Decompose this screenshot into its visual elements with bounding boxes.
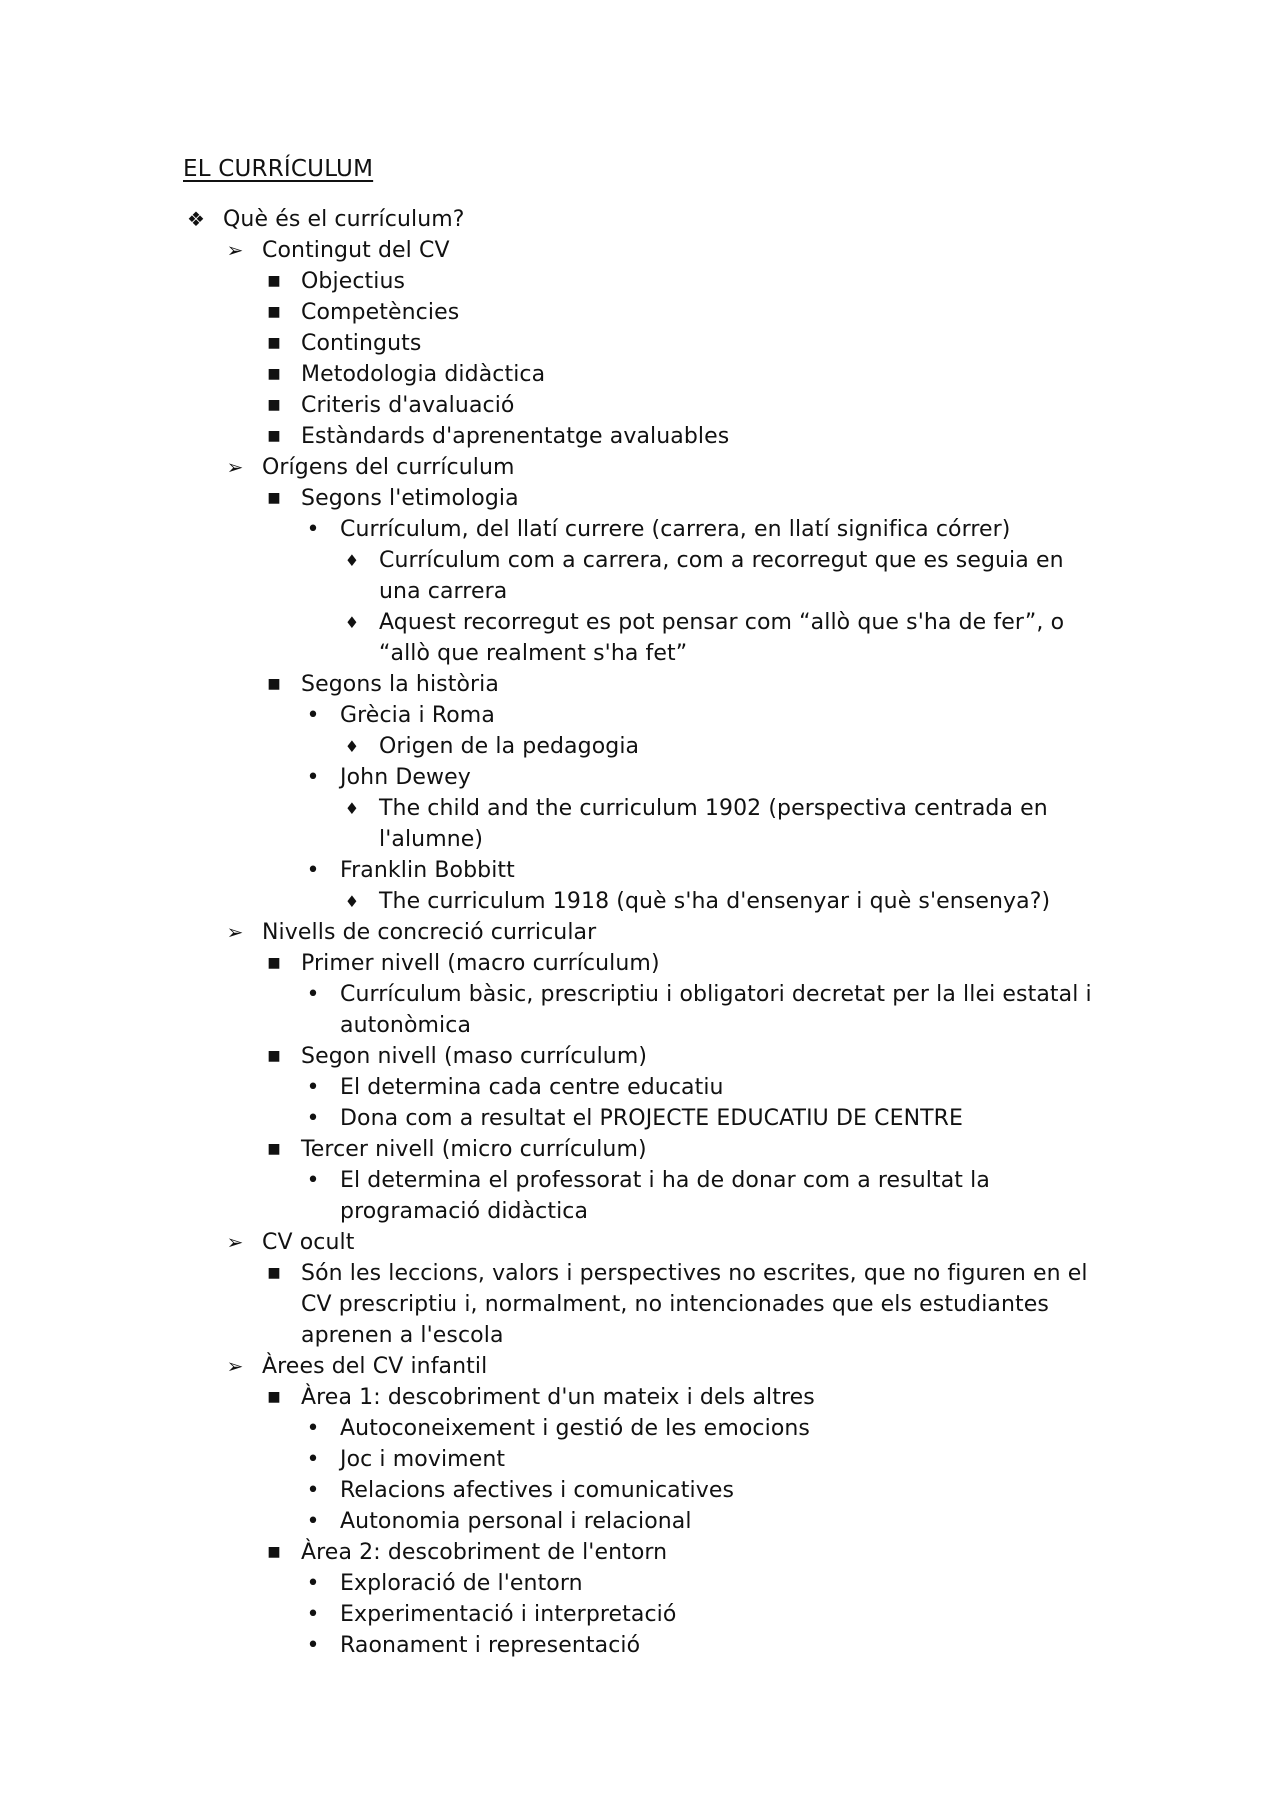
outline-item-level-3 — [0, 700, 1280, 731]
outline-item-level-3 — [0, 1165, 1280, 1227]
diamond-bullet-icon: ♦ — [344, 799, 360, 818]
outline-item-text: Són les leccions, valors i perspectives no escrites, que no figuren en el CV prescriptiu i, normalment, no intencionades que els estudiantes aprenen a l'escola — [301, 1261, 1088, 1348]
outline-item-text: Què és el currículum? — [223, 207, 465, 232]
outline-item-text: Segons la història — [301, 672, 499, 697]
outline-item-text: Aquest recorregut es pot pensar com “allò que s'ha de fer”, o “allò que realment s'ha fet” — [379, 610, 1065, 666]
outline-item-text: Àrees del CV infantil — [262, 1354, 488, 1379]
arrowhead-bullet-icon: ➢ — [226, 455, 244, 479]
round-bullet-icon: • — [306, 1602, 320, 1627]
square-bullet-icon: ■ — [267, 955, 281, 971]
outline-item-text: Nivells de concreció curricular — [262, 920, 597, 945]
outline-item-text: Origen de la pedagogia — [379, 734, 640, 759]
outline-item-text: Metodologia didàctica — [301, 362, 546, 387]
page-title: EL CURRÍCULUM — [183, 156, 374, 182]
outline-item-text: CV ocult — [262, 1230, 355, 1255]
outline-item-text: Exploració de l'entorn — [340, 1571, 583, 1596]
round-bullet-icon: • — [306, 1633, 320, 1658]
outline-item-level-3 — [0, 1072, 1280, 1103]
diamond-cluster-bullet-icon: ❖ — [186, 207, 206, 231]
round-bullet-icon: • — [306, 858, 320, 883]
square-bullet-icon: ■ — [267, 1389, 281, 1405]
outline-item-text: Joc i moviment — [340, 1447, 506, 1472]
outline-item-level-2 — [0, 1041, 1280, 1072]
outline-item-text: Relacions afectives i comunicatives — [340, 1478, 735, 1503]
outline-item-text: Àrea 1: descobriment d'un mateix i dels altres — [301, 1385, 815, 1410]
square-bullet-icon: ■ — [267, 428, 281, 444]
outline-item-level-3 — [0, 1599, 1280, 1630]
diamond-bullet-icon: ♦ — [344, 737, 360, 756]
outline-item-text: Primer nivell (macro currículum) — [301, 951, 660, 976]
outline-item-level-3 — [0, 1506, 1280, 1537]
outline-item-level-1 — [0, 1351, 1280, 1382]
round-bullet-icon: • — [306, 1509, 320, 1534]
square-bullet-icon: ■ — [267, 273, 281, 289]
outline-item-level-3 — [0, 514, 1280, 545]
outline-item-text: Criteris d'avaluació — [301, 393, 515, 418]
round-bullet-icon: • — [306, 517, 320, 542]
outline-item-level-2 — [0, 297, 1280, 328]
outline-item-level-3 — [0, 1475, 1280, 1506]
outline-item-text: Objectius — [301, 269, 406, 294]
outline-item-text: John Dewey — [340, 765, 471, 790]
outline-item-level-4 — [0, 886, 1280, 917]
outline-item-level-2 — [0, 1537, 1280, 1568]
outline-item-text: El determina el professorat i ha de donar com a resultat la programació didàctica — [340, 1168, 990, 1224]
outline-item-level-4 — [0, 607, 1280, 669]
diamond-bullet-icon: ♦ — [344, 892, 360, 911]
square-bullet-icon: ■ — [267, 366, 281, 382]
outline-item-text: Àrea 2: descobriment de l'entorn — [301, 1540, 668, 1565]
outline-item-level-1 — [0, 1227, 1280, 1258]
round-bullet-icon: • — [306, 1075, 320, 1100]
arrowhead-bullet-icon: ➢ — [226, 1230, 244, 1254]
outline-item-level-1 — [0, 917, 1280, 948]
outline-item-level-4 — [0, 731, 1280, 762]
outline-item-level-2 — [0, 483, 1280, 514]
round-bullet-icon: • — [306, 703, 320, 728]
round-bullet-icon: • — [306, 1447, 320, 1472]
round-bullet-icon: • — [306, 1571, 320, 1596]
square-bullet-icon: ■ — [267, 1265, 281, 1281]
round-bullet-icon: • — [306, 765, 320, 790]
outline-item-level-3 — [0, 1103, 1280, 1134]
outline-item-text: Experimentació i interpretació — [340, 1602, 677, 1627]
outline-item-level-2 — [0, 421, 1280, 452]
outline-item-level-2 — [0, 1258, 1280, 1351]
outline-item-text: Continguts — [301, 331, 422, 356]
outline-item-level-2 — [0, 359, 1280, 390]
square-bullet-icon: ■ — [267, 335, 281, 351]
outline-item-level-2 — [0, 669, 1280, 700]
round-bullet-icon: • — [306, 1168, 320, 1193]
square-bullet-icon: ■ — [267, 1544, 281, 1560]
outline-item-text: Grècia i Roma — [340, 703, 495, 728]
outline-item-level-2 — [0, 1382, 1280, 1413]
square-bullet-icon: ■ — [267, 397, 281, 413]
outline-list — [0, 204, 1280, 1661]
diamond-bullet-icon: ♦ — [344, 551, 360, 570]
outline-item-level-2 — [0, 266, 1280, 297]
outline-item-text: Currículum, del llatí currere (carrera, en llatí significa córrer) — [340, 517, 1011, 542]
square-bullet-icon: ■ — [267, 1048, 281, 1064]
round-bullet-icon: • — [306, 982, 320, 1007]
round-bullet-icon: • — [306, 1478, 320, 1503]
outline-item-level-3 — [0, 1444, 1280, 1475]
outline-item-text: Segon nivell (maso currículum) — [301, 1044, 648, 1069]
outline-item-level-4 — [0, 793, 1280, 855]
outline-item-text: Tercer nivell (micro currículum) — [301, 1137, 647, 1162]
outline-item-text: Raonament i representació — [340, 1633, 641, 1658]
outline-item-level-1 — [0, 452, 1280, 483]
outline-item-level-0 — [0, 204, 1280, 235]
outline-item-text: Orígens del currículum — [262, 455, 515, 480]
square-bullet-icon: ■ — [267, 676, 281, 692]
outline-item-level-2 — [0, 390, 1280, 421]
outline-item-text: Segons l'etimologia — [301, 486, 519, 511]
outline-item-text: Currículum com a carrera, com a recorregut que es seguia en una carrera — [379, 548, 1064, 604]
outline-item-text: Franklin Bobbitt — [340, 858, 515, 883]
outline-item-level-3 — [0, 1568, 1280, 1599]
arrowhead-bullet-icon: ➢ — [226, 1354, 244, 1378]
outline-item-level-3 — [0, 762, 1280, 793]
outline-item-level-4 — [0, 545, 1280, 607]
outline-item-text: El determina cada centre educatiu — [340, 1075, 724, 1100]
outline-item-level-2 — [0, 328, 1280, 359]
square-bullet-icon: ■ — [267, 304, 281, 320]
outline-item-text: Dona com a resultat el PROJECTE EDUCATIU DE CENTRE — [340, 1106, 964, 1131]
outline-item-level-3 — [0, 855, 1280, 886]
outline-item-text: Autonomia personal i relacional — [340, 1509, 692, 1534]
diamond-bullet-icon: ♦ — [344, 613, 360, 632]
outline-item-text: Contingut del CV — [262, 238, 450, 263]
outline-item-text: The child and the curriculum 1902 (perspectiva centrada en l'alumne) — [379, 796, 1048, 852]
outline-item-text: Currículum bàsic, prescriptiu i obligatori decretat per la llei estatal i autonòmica — [340, 982, 1092, 1038]
round-bullet-icon: • — [306, 1416, 320, 1441]
square-bullet-icon: ■ — [267, 490, 281, 506]
outline-item-level-3 — [0, 979, 1280, 1041]
outline-item-level-3 — [0, 1413, 1280, 1444]
outline-item-text: Autoconeixement i gestió de les emocions — [340, 1416, 810, 1441]
arrowhead-bullet-icon: ➢ — [226, 920, 244, 944]
outline-item-text: Competències — [301, 300, 460, 325]
outline-item-level-1 — [0, 235, 1280, 266]
outline-item-level-2 — [0, 1134, 1280, 1165]
outline-item-level-3 — [0, 1630, 1280, 1661]
round-bullet-icon: • — [306, 1106, 320, 1131]
outline-item-level-2 — [0, 948, 1280, 979]
arrowhead-bullet-icon: ➢ — [226, 238, 244, 262]
outline-item-text: The curriculum 1918 (què s'ha d'ensenyar i què s'ensenya?) — [379, 889, 1051, 914]
outline-item-text: Estàndards d'aprenentatge avaluables — [301, 424, 730, 449]
square-bullet-icon: ■ — [267, 1141, 281, 1157]
